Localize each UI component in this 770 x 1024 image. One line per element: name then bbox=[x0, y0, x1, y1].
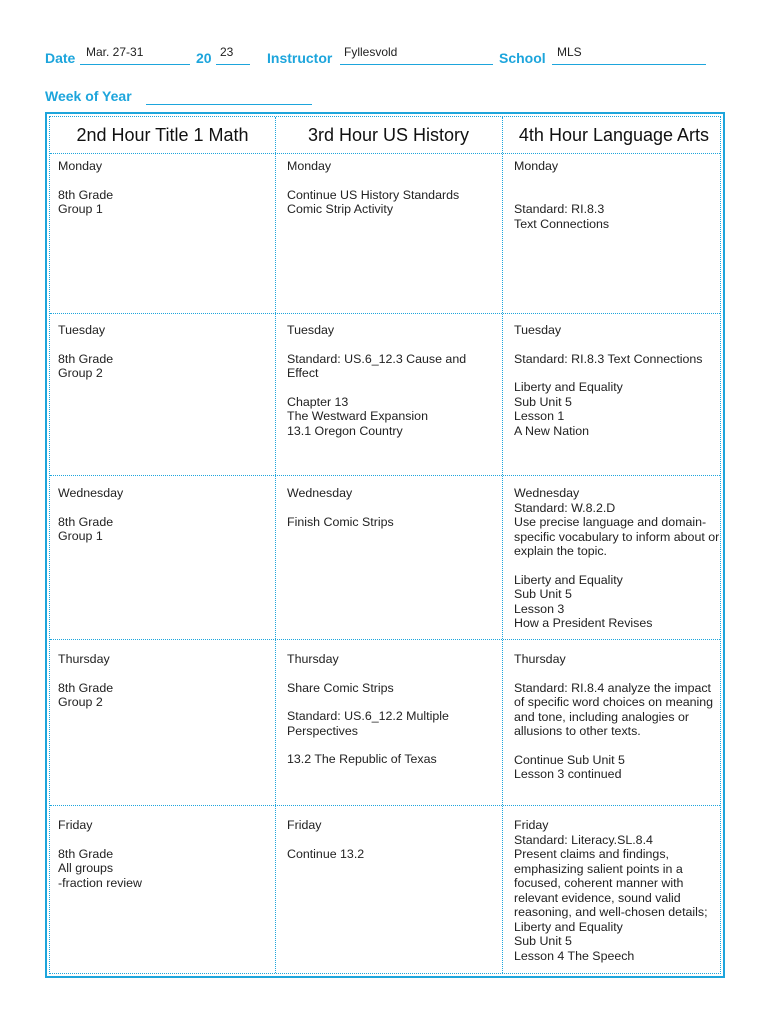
column-divider bbox=[502, 117, 503, 973]
cell-text: Liberty and Equality Sub Unit 5 Lesson 1 A New Nation bbox=[514, 380, 623, 438]
cell-text: Wednesday Standard: W.8.2.D Use precise language and domain-specific vocabulary to inform about or explain the topic. bbox=[514, 486, 720, 558]
cell-text: Tuesday bbox=[287, 323, 335, 337]
cell-text: Finish Comic Strips bbox=[287, 514, 394, 529]
cell-wednesday-history bbox=[287, 486, 497, 543]
cell-friday-language-arts bbox=[514, 818, 719, 977]
cell-text: Friday bbox=[58, 818, 93, 832]
cell-text: Thursday bbox=[287, 652, 339, 666]
cell-text: Standard: RI.8.4 analyze the impact of specific word choices on meaning and tone, including analogies or allusions to other texts. bbox=[514, 680, 714, 738]
column-header-math: 2nd Hour Title 1 Math bbox=[76, 125, 249, 145]
cell-tuesday-history bbox=[287, 323, 487, 452]
year-value: 23 bbox=[220, 45, 234, 59]
row-divider bbox=[50, 805, 720, 806]
instructor-label: Instructor bbox=[267, 50, 333, 66]
cell-text: 8th Grade Group 1 bbox=[58, 187, 114, 216]
cell-monday-language-arts bbox=[514, 159, 722, 245]
cell-text: Tuesday bbox=[514, 323, 562, 337]
row-divider bbox=[50, 475, 720, 476]
cell-text: 8th Grade Group 2 bbox=[58, 680, 114, 709]
cell-friday-math bbox=[58, 818, 268, 904]
cell-monday-math bbox=[58, 159, 268, 231]
column-divider bbox=[275, 117, 276, 973]
row-divider bbox=[50, 313, 720, 314]
cell-friday-history bbox=[287, 818, 497, 875]
cell-text: Thursday bbox=[58, 652, 110, 666]
cell-thursday-history bbox=[287, 652, 487, 781]
cell-text: 13.2 The Republic of Texas bbox=[287, 752, 437, 766]
cell-text: Friday Standard: Literacy.SL.8.4 Present claims and findings, emphasizing salient points in a focused, coherent manner with relevant evidence, sound valid reasoning, and well-chosen details; Liberty and Equality Sub Unit 5 Lesson 4 The Speech bbox=[514, 818, 708, 963]
row-divider bbox=[50, 153, 720, 154]
cell-text: Monday bbox=[514, 159, 559, 173]
cell-text: Standard: RI.8.3 Text Connections bbox=[514, 202, 610, 231]
school-value: MLS bbox=[557, 45, 582, 59]
cell-text: Monday bbox=[287, 159, 332, 173]
cell-text: Chapter 13 The Westward Expansion 13.1 Oregon Country bbox=[287, 394, 428, 438]
cell-tuesday-math bbox=[58, 323, 268, 395]
cell-text: Share Comic Strips bbox=[287, 680, 394, 695]
cell-text-spacer bbox=[514, 188, 722, 203]
cell-text: Wednesday bbox=[287, 486, 353, 500]
table-inner-border bbox=[49, 116, 721, 974]
date-label: Date bbox=[45, 50, 76, 66]
date-value: Mar. 27-31 bbox=[86, 45, 144, 59]
instructor-value: Fyllesvold bbox=[344, 45, 398, 59]
cell-text: Liberty and Equality Sub Unit 5 Lesson 3 How a President Revises bbox=[514, 572, 653, 630]
cell-thursday-math bbox=[58, 652, 268, 724]
cell-thursday-language-arts bbox=[514, 652, 724, 796]
year-label: 20 bbox=[196, 50, 212, 66]
cell-monday-history bbox=[287, 159, 497, 231]
cell-text: Continue Sub Unit 5 Lesson 3 continued bbox=[514, 752, 625, 781]
cell-text: 8th Grade Group 1 bbox=[58, 514, 114, 543]
cell-text: 8th Grade All groups -fraction review bbox=[58, 846, 143, 890]
cell-text: Wednesday bbox=[58, 486, 124, 500]
cell-text: Standard: RI.8.3 Text Connections bbox=[514, 351, 703, 366]
cell-text: Standard: US.6_12.3 Cause and Effect bbox=[287, 351, 467, 380]
week-field[interactable] bbox=[146, 88, 312, 105]
cell-text: Monday bbox=[58, 159, 103, 173]
cell-text: Thursday bbox=[514, 652, 566, 666]
cell-wednesday-language-arts bbox=[514, 486, 724, 645]
lesson-plan-table bbox=[45, 112, 725, 978]
column-header-language-arts: 4th Hour Language Arts bbox=[518, 125, 710, 145]
cell-text: Friday bbox=[287, 818, 322, 832]
column-header-history: 3rd Hour US History bbox=[307, 125, 470, 145]
cell-text: 8th Grade Group 2 bbox=[58, 351, 114, 380]
cell-text: Tuesday bbox=[58, 323, 106, 337]
week-label: Week of Year bbox=[45, 88, 132, 104]
cell-text: Continue 13.2 bbox=[287, 846, 365, 861]
cell-wednesday-math bbox=[58, 486, 268, 558]
cell-text: Standard: US.6_12.2 Multiple Perspectives bbox=[287, 709, 449, 738]
school-label: School bbox=[499, 50, 546, 66]
cell-text: Continue US History Standards Comic Strip Activity bbox=[287, 187, 460, 216]
cell-tuesday-language-arts bbox=[514, 323, 722, 452]
